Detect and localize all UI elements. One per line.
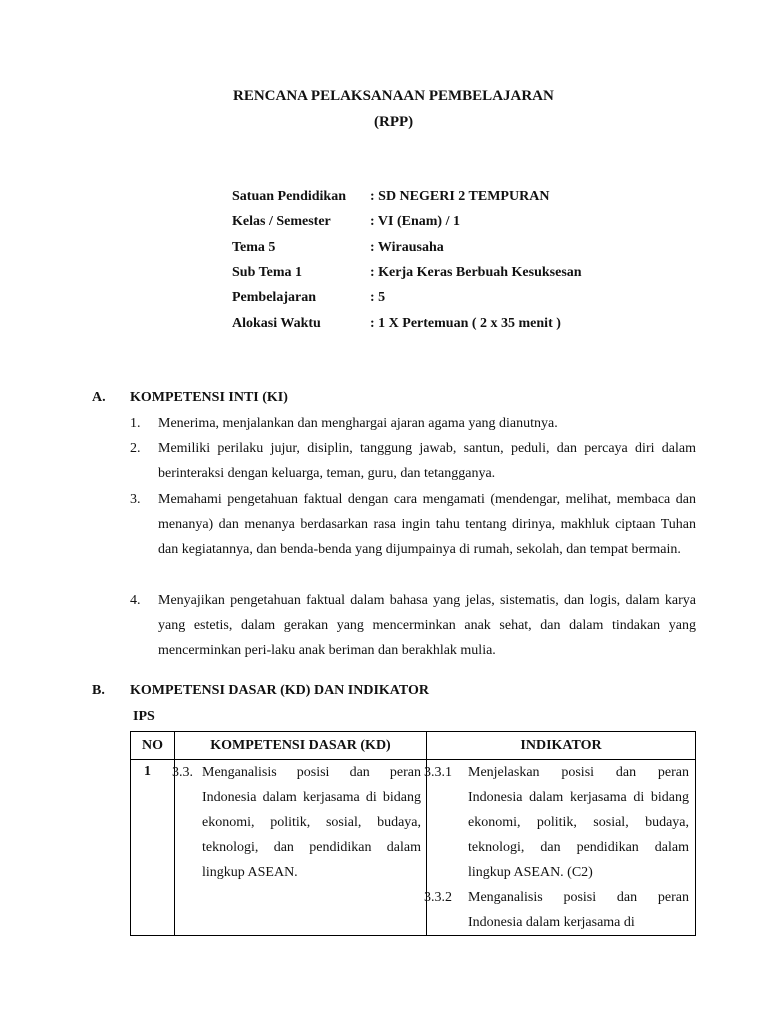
identity-label: Pembelajaran [232,290,316,305]
identity-value: : 1 X Pertemuan ( 2 x 35 menit ) [370,316,561,331]
section-letter: B. [92,683,105,698]
indicator-text: Menjelaskan posisi dan peran Indonesia dalam kerjasama di bidang ekonomi, politik, sosial, budaya, teknologi, dan pendidikan dalam lingkup ASEAN. (C2) [468,765,689,880]
indicator-number: 3.3.2 [424,890,452,905]
section-heading: KOMPETENSI DASAR (KD) DAN INDIKATOR [130,683,429,698]
list-item-text: Menerima, menjalankan dan menghargai ajaran agama yang dianutnya. [158,416,558,431]
identity-label: Kelas / Semester [232,214,331,229]
kd-indicator-table [130,731,696,936]
identity-label: Sub Tema 1 [232,265,303,280]
identity-value: : 5 [370,290,386,305]
identity-label: Satuan Pendidikan [232,189,346,204]
list-number: 4. [130,593,141,608]
col-header-indicator: INDIKATOR [427,732,696,760]
list-item-text: Menyajikan pengetahuan faktual dalam bahasa yang jelas, sistematis, dan logis, dalam karya yang estetis, dalam gerakan yang mencerminkan anak sehat, dan dalam tindakan yang mencerminkan peri-laku anak beriman dan berakhlak mulia. [158,593,696,658]
list-item-text: Memahami pengetahuan faktual dengan cara mengamati (mendengar, melihat, membaca dan menanya) dan menanya berdasarkan rasa ingin tahu tentang dirinya, makhluk ciptaan Tuhan dan kegiatannya, dan benda-benda yang dijumpainya di rumah, sekolah, dan tempat bermain. [158,492,696,557]
kd-number: 3.3. [172,765,193,780]
col-header-kd: KOMPETENSI DASAR (KD) [175,732,427,760]
kd-text: Menganalisis posisi dan peran Indonesia dalam kerjasama di bidang ekonomi, politik, sosial, budaya, teknologi, dan pendidikan dalam lingkup ASEAN. [202,765,421,880]
identity-value: : Wirausaha [370,240,444,255]
list-item-text: Memiliki perilaku jujur, disiplin, tanggung jawab, santun, peduli, dan percaya diri dalam berinteraksi dengan keluarga, teman, guru, dan tetangganya. [158,441,696,481]
indicator-entry [424,885,695,935]
kd-cell [172,760,427,936]
table-header-row [131,732,696,760]
indicator-number: 3.3.1 [424,765,452,780]
section-letter: A. [92,390,106,405]
list-number: 1. [130,416,141,431]
section-heading: KOMPETENSI INTI (KI) [130,390,288,405]
list-number: 2. [130,441,141,456]
indicator-text: Menganalisis posisi dan peran Indonesia dalam kerjasama di [468,890,689,930]
identity-value: : VI (Enam) / 1 [370,214,460,229]
identity-value: : SD NEGERI 2 TEMPURAN [370,189,550,204]
row-number: 1 [144,764,151,779]
list-number: 3. [130,492,141,507]
col-header-no: NO [131,732,175,760]
table-row [131,760,696,936]
identity-label: Alokasi Waktu [232,316,321,331]
subject-label: IPS [133,709,155,724]
kd-entry [172,760,426,885]
identity-value: : Kerja Keras Berbuah Kesuksesan [370,265,582,280]
indicator-cell [424,760,696,936]
identity-label: Tema 5 [232,240,276,255]
document-subtitle: (RPP) [374,114,414,130]
indicator-entry [424,760,695,885]
row-no-cell [131,760,175,936]
document-title: RENCANA PELAKSANAAN PEMBELAJARAN [233,88,554,104]
